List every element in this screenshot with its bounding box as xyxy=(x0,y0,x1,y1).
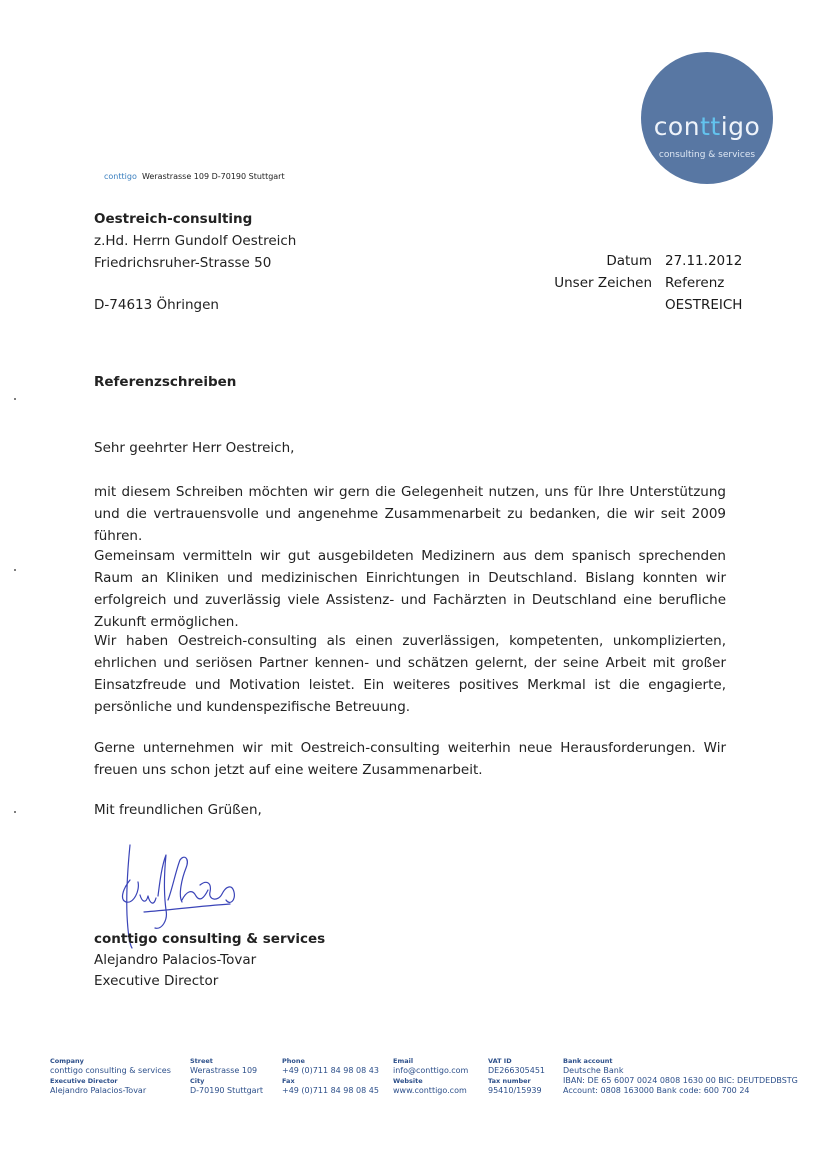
footer-website-label: Website xyxy=(393,1077,423,1085)
signature-company: conttigo consulting & services xyxy=(94,931,326,947)
date-value: 27.11.2012 xyxy=(665,253,743,269)
recipient-attn: z.Hd. Herrn Gundolf Oestreich xyxy=(94,233,297,249)
letter-subject: Referenzschreiben xyxy=(94,374,237,390)
footer-bank-value: Deutsche Bank xyxy=(563,1066,624,1075)
company-logo xyxy=(641,52,773,184)
footer-city-label: City xyxy=(190,1077,205,1085)
signature-title: Executive Director xyxy=(94,973,219,989)
footer-director-label: Executive Director xyxy=(50,1077,118,1085)
closing: Mit freundlichen Grüßen, xyxy=(94,802,262,818)
footer-account-value: Account: 0808 163000 Bank code: 600 700 24 xyxy=(563,1086,750,1095)
date-label: Datum xyxy=(606,253,652,269)
paragraph-1: mit diesem Schreiben möchten wir gern die Gelegenheit nutzen, uns für Ihre Unterstützung und die vertrauensvolle und angenehme Zusammenarbeit zu bedanken, die wir seit 2009 führen. xyxy=(94,484,726,544)
recipient-street: Friedrichsruher-Strasse 50 xyxy=(94,255,272,271)
paragraph-4: Gerne unternehmen wir mit Oestreich-consulting weiterhin neue Herausforderungen. Wir freuen uns schon jetzt auf eine weitere Zusammenarbeit. xyxy=(94,740,726,778)
recipient-city: D-74613 Öhringen xyxy=(94,297,219,313)
margin-mark xyxy=(14,569,16,571)
paragraph-3: Wir haben Oestreich-consulting als einen zuverlässigen, kompetenten, unkomplizierten, ehrlichen und seriösen Partner kennen- und schätzen gelernt, der seine Arbeit mit großer Einsatzfreude und Motivation leistet. Ein weiteres positives Merkmal ist die engagierte, persönliche und kundenspezifische Betreuung. xyxy=(94,633,726,715)
footer-vat-value: DE266305451 xyxy=(488,1066,546,1075)
salutation: Sehr geehrter Herr Oestreich, xyxy=(94,440,295,456)
footer-tax-label: Tax number xyxy=(488,1077,531,1085)
reference-label: Unser Zeichen xyxy=(554,275,652,291)
footer-bank-label: Bank account xyxy=(563,1057,613,1065)
footer-fax-value: +49 (0)711 84 98 08 45 xyxy=(282,1086,379,1095)
footer-bank xyxy=(563,1056,798,1096)
margin-mark xyxy=(14,398,16,400)
footer-company xyxy=(50,1056,171,1096)
reference-value-2: OESTREICH xyxy=(665,297,743,313)
reference-value: Referenz xyxy=(665,275,725,291)
footer-iban-value: IBAN: DE 65 6007 0024 0808 1630 00 BIC: DEUTDEDBSTG xyxy=(563,1076,798,1085)
footer-street-label: Street xyxy=(190,1057,213,1065)
footer-tax-value: 95410/15939 xyxy=(488,1086,542,1095)
footer-web xyxy=(393,1056,468,1096)
footer-website-value: www.conttigo.com xyxy=(393,1086,467,1095)
footer-company-value: conttigo consulting & services xyxy=(50,1066,171,1075)
footer-phone-value: +49 (0)711 84 98 08 43 xyxy=(282,1066,379,1075)
footer-phone xyxy=(282,1056,379,1096)
footer-vat-label: VAT ID xyxy=(488,1057,512,1065)
footer-address xyxy=(190,1056,263,1096)
footer-tax xyxy=(488,1056,545,1096)
footer-director-value: Alejandro Palacios-Tovar xyxy=(50,1086,147,1095)
footer-city-value: D-70190 Stuttgart xyxy=(190,1086,264,1095)
logo-tagline: consulting & services xyxy=(658,150,756,160)
logo-wordmark: conttigo xyxy=(653,112,761,141)
footer-company-label: Company xyxy=(50,1057,84,1065)
sender-line xyxy=(104,172,285,181)
footer-street-value: Werastrasse 109 xyxy=(190,1066,258,1075)
margin-mark xyxy=(14,811,16,813)
footer-email-label: Email xyxy=(393,1057,414,1065)
sender-address: Werastrasse 109 D-70190 Stuttgart xyxy=(141,172,285,181)
sender-brand: conttigo xyxy=(104,172,137,181)
footer-email-value: info@conttigo.com xyxy=(393,1066,469,1075)
paragraph-2: Gemeinsam vermitteln wir gut ausgebildeten Medizinern aus dem spanisch sprechenden Raum an Kliniken und medizinischen Einrichtungen in Deutschland. Bislang konnten wir erfolgreich und zuverlässig viele Assistenz- und Fachärzten in Deutschland eine berufliche Zukunft ermöglichen. xyxy=(94,548,726,630)
signature-name: Alejandro Palacios-Tovar xyxy=(94,952,257,968)
recipient-company: Oestreich-consulting xyxy=(94,211,253,227)
footer-phone-label: Phone xyxy=(282,1057,305,1065)
footer-fax-label: Fax xyxy=(282,1077,295,1085)
